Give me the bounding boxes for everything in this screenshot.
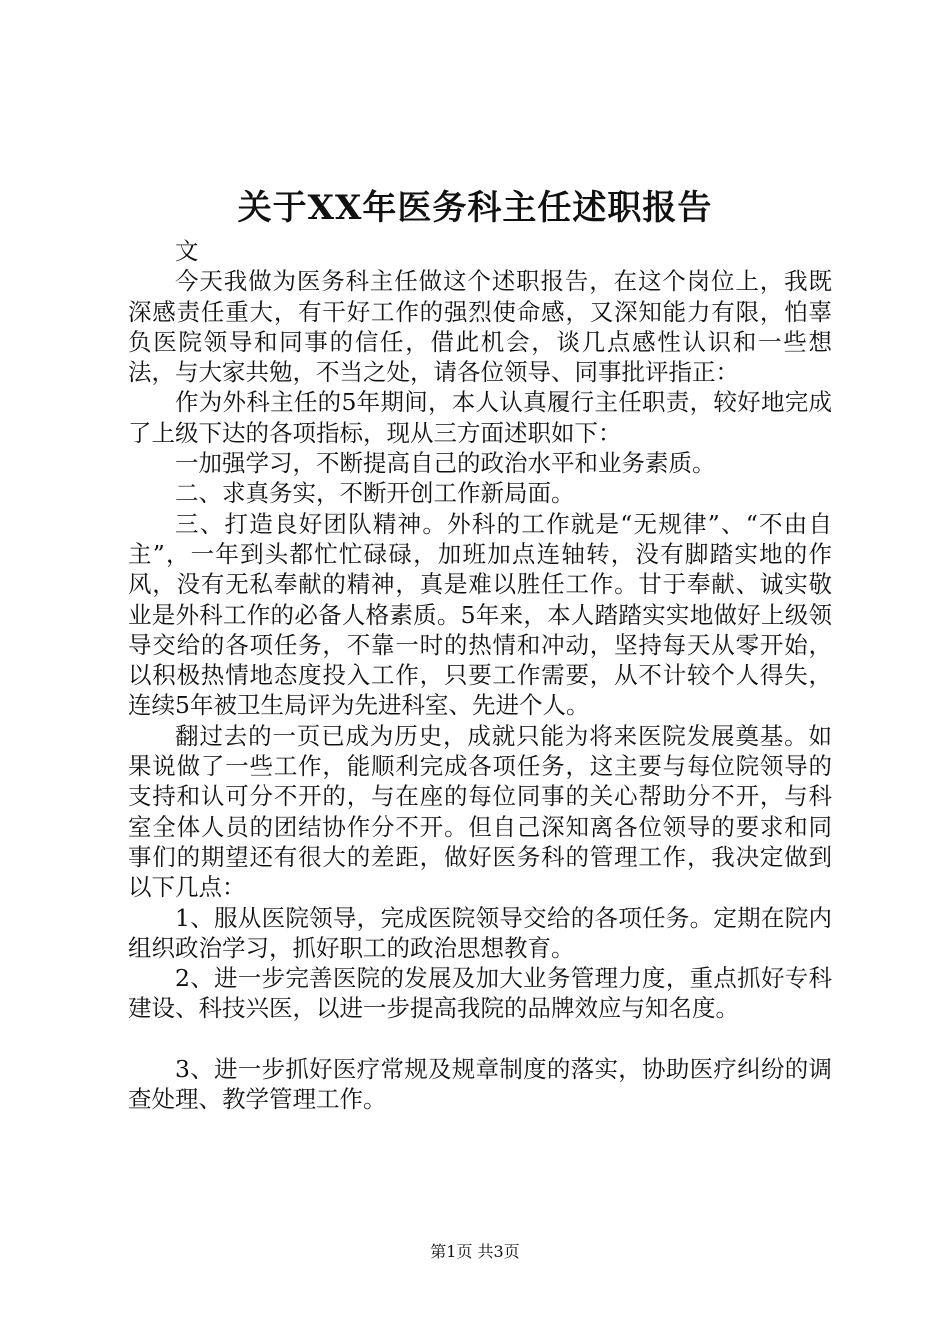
paragraph-plan-1: 1、服从医院领导，完成医院领导交给的各项任务。定期在院内组织政治学习，抓好职工的政治思想教育。: [128, 903, 832, 962]
page-footer: 第1页 共3页: [430, 1242, 520, 1261]
document-title: 关于XX年医务科主任述职报告: [237, 188, 713, 228]
paragraph-point-three: 三、打造良好团队精神。外科的工作就是“无规律”、“不由自主”，一年到头都忙忙碌碌，加班加点连轴转，没有脚踏实地的作风，没有无私奉献的精神，真是难以胜任工作。甘于奉献、诚实敬业是外科工作的必备人格素质。5年来，本人踏踏实实地做好上级领导交给的各项任务，不靠一时的热情和冲动，坚持每天从零开始，以积极热情地态度投入工作，只要工作需要，从不计较个人得失，连续5年被卫生局评为先进科室、先进个人。: [128, 509, 832, 720]
paragraph-reflection: 翻过去的一页已成为历史，成就只能为将来医院发展奠基。如果说做了一些工作，能顺利完成各项任务，这主要与每位院领导的支持和认可分不开的，与在座的每位同事的关心帮助分不开，与科室全体人员的团结协作分不开。但自己深知离各位领导的要求和同事们的期望还有很大的差距，做好医务科的管理工作，我决定做到以下几点：: [128, 721, 832, 902]
document-body: [128, 236, 832, 1114]
paragraph-plan-2: 2、进一步完善医院的发展及加大业务管理力度，重点抓好专科建设、科技兴医，以进一步提高我院的品牌效应与知名度。: [128, 964, 832, 1023]
paragraph-point-two: 二、求真务实，不断开创工作新局面。: [175, 479, 575, 508]
paragraph-point-one: 一加强学习，不断提高自己的政治水平和业务素质。: [175, 449, 716, 478]
paragraph-plan-3: 3、进一步抓好医疗常规及规章制度的落实，协助医疗纠纷的调查处理、教学管理工作。: [128, 1054, 832, 1114]
author-line: 文: [175, 237, 199, 265]
paragraph-overview: 作为外科主任的5年期间，本人认真履行主任职责，较好地完成了上级下达的各项指标，现从三方面述职如下：: [128, 388, 832, 447]
paragraph-intro: 今天我做为医务科主任做这个述职报告，在这个岗位上，我既深感责任重大，有干好工作的强烈使命感，又深知能力有限，怕辜负医院领导和同事的信任，借此机会，谈几点感性认识和一些想法，与大家共勉，不当之处，请各位领导、同事批评指正：: [128, 267, 832, 387]
